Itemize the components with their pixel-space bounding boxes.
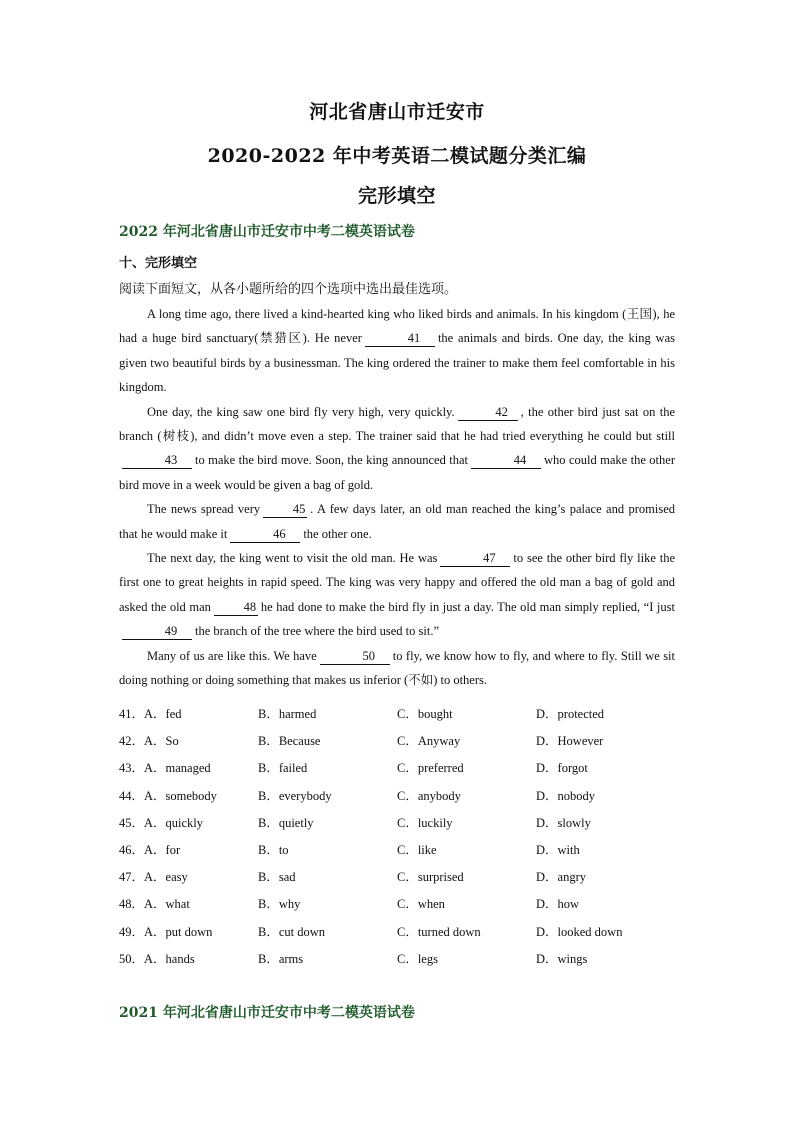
- blank-44: 44: [471, 453, 541, 469]
- option-row-43: 43．A．managed B．failed C．preferred D．forgot: [119, 761, 588, 776]
- title-series: 2020-2022 年中考英语二模试题分类汇编: [207, 145, 587, 167]
- option-row-48: 48．A．what B．why C．when D．how: [119, 897, 580, 912]
- blank-41: 41: [365, 331, 435, 347]
- blank-43: 43: [122, 453, 192, 469]
- paragraph-3: The news spread very 45 . A few days later, an old man reached the king’s palace and promised that he would make it 46 the other one.: [119, 502, 675, 541]
- instructions: 阅读下面短文，从各小题所给的四个选项中选出最佳选项。: [119, 282, 458, 297]
- blank-42: 42: [458, 405, 518, 421]
- option-row-45: 45．A．quickly B．quietly C．luckily D．slowly: [119, 815, 591, 830]
- option-row-46: 46．A．for B．to C．like D．with: [119, 842, 580, 857]
- option-row-42: 42．A．So B．Because C．Anyway D．However: [119, 734, 604, 749]
- blank-50: 50: [320, 649, 390, 665]
- paragraph-2: One day, the king saw one bird fly very high, very quickly. 42 , the other bird just sat on the branch (树枝), and didn’t move even a step. The trainer said that he had tried everything he could but still43 to make the bird move. Soon, the king announced that 44 who could make the other bird move in a week would be given a bag of gold.: [119, 404, 676, 492]
- option-row-49: 49．A．put down B．cut down C．turned down D．looked down: [119, 924, 623, 939]
- paragraph-1: A long time ago, there lived a kind-hearted king who liked birds and animals. In his kingdom (王国), he had a huge bird sanctuary(禁猎区). He never 41 the animals and birds. One day, the king was given two beautiful birds by a businessman. The king ordered the trainer to make them feel comfortable in his kingdom.: [119, 307, 675, 395]
- paragraph-5: Many of us are like this. We have 50 to fly, we know how to fly, and where to fly. Still we sit doing nothing or doing something that makes us inferior (不如) to others.: [119, 648, 676, 688]
- title-region: 河北省唐山市迁安市: [309, 101, 485, 123]
- blank-47: 47: [440, 551, 510, 567]
- section-heading-2021: 2021 年河北省唐山市迁安市中考二模英语试卷: [119, 1005, 415, 1021]
- section-heading-2022: 2022 年河北省唐山市迁安市中考二模英语试卷: [119, 224, 415, 240]
- blank-46: 46: [230, 527, 300, 543]
- cloze-passage: [119, 302, 675, 693]
- blank-49: 49: [122, 624, 192, 640]
- option-row-44: 44．A．somebody B．everybody C．anybody D．nobody: [119, 788, 596, 803]
- blank-48: 48: [214, 600, 258, 616]
- option-row-41: 41．A．fed B．harmed C．bought D．protected: [119, 707, 605, 721]
- option-row-50: 50．A．hands B．arms C．legs D．wings: [119, 951, 588, 966]
- question-section-label: 十、完形填空: [119, 256, 198, 271]
- option-row-47: 47．A．easy B．sad C．surprised D．angry: [119, 870, 586, 885]
- paragraph-4: The next day, the king went to visit the old man. He was 47 to see the other bird fly like the first one to great heights in rapid speed. The king was very happy and offered the old man a bag of gold and asked the old man 48 he had done to make the bird fly in just a day. The old man simply replied, “I just49 the branch of the tree where the bird used to sit.”: [119, 551, 675, 639]
- title-topic: 完形填空: [357, 185, 436, 207]
- answer-options: [119, 700, 679, 972]
- blank-45: 45: [263, 502, 307, 518]
